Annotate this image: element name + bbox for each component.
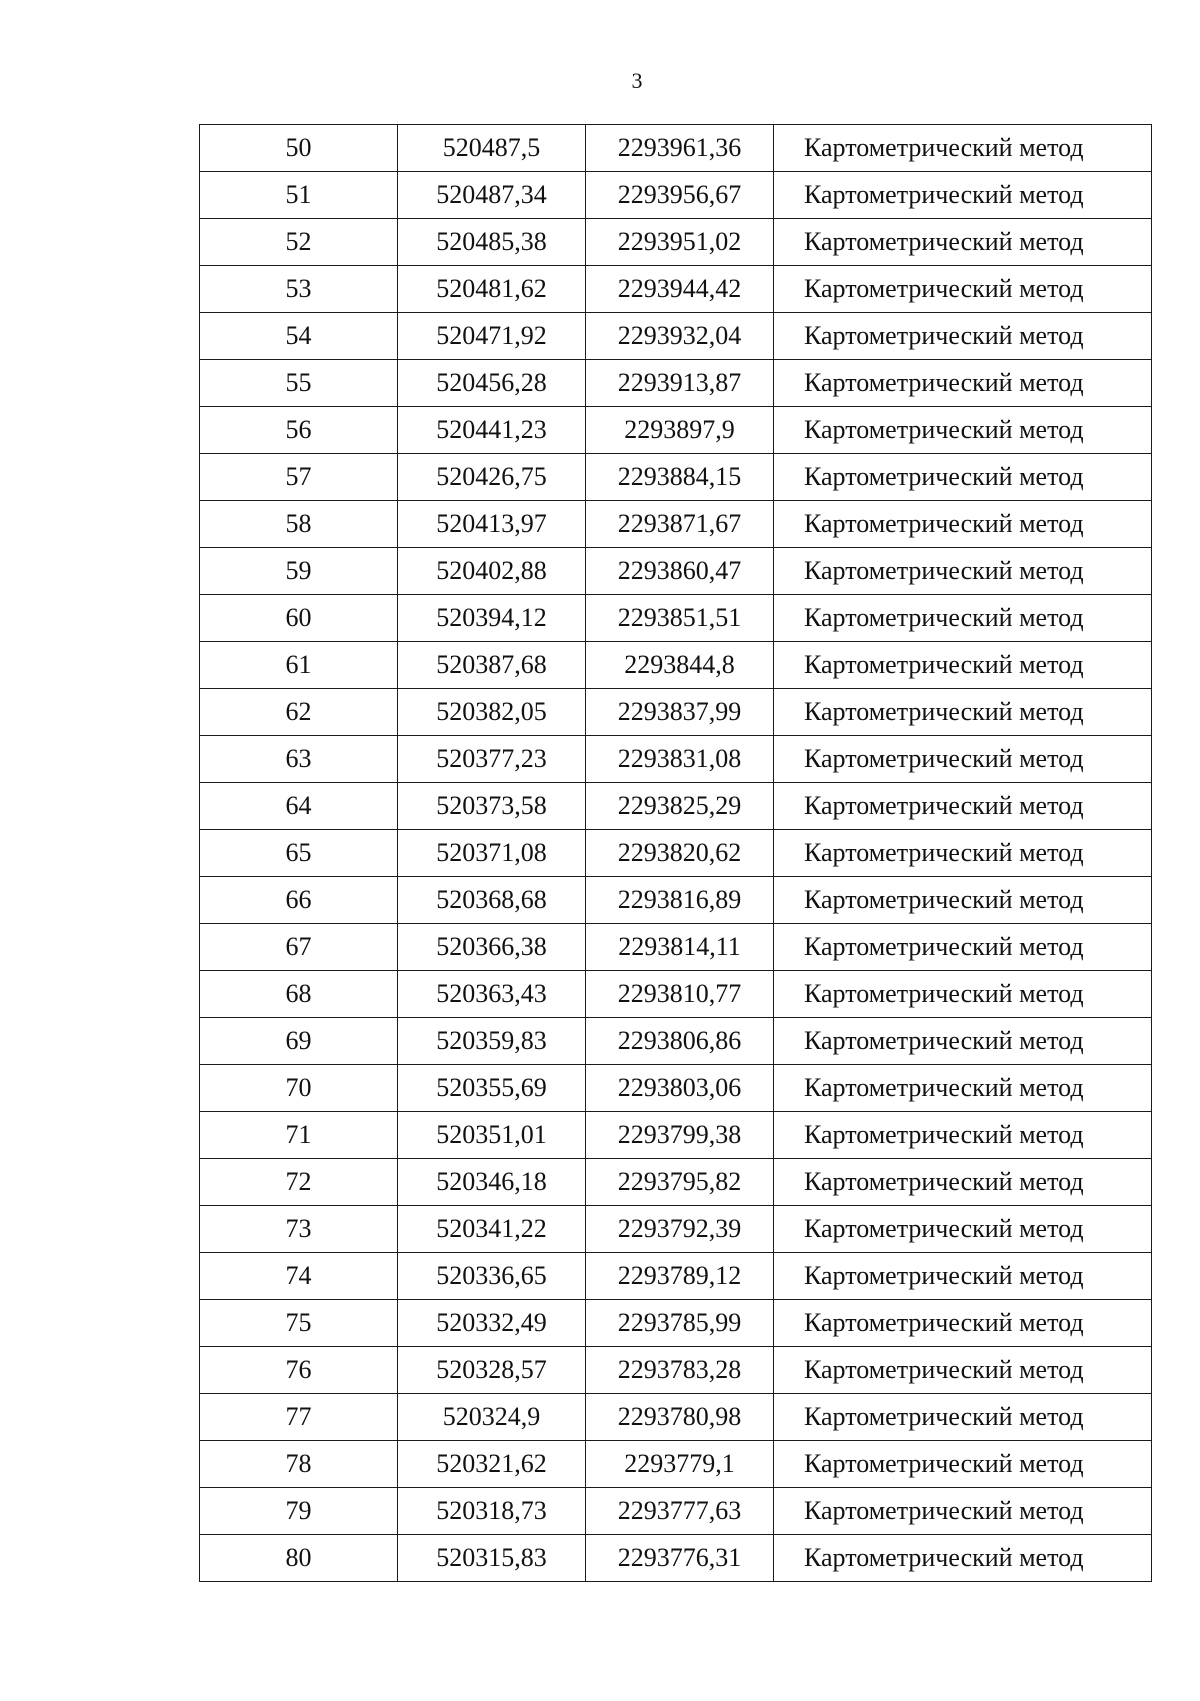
point-number-cell: 79 [200, 1488, 398, 1535]
point-number-cell: 66 [200, 877, 398, 924]
x-coordinate-cell: 520394,12 [398, 595, 586, 642]
method-cell: Картометрический метод [774, 1065, 1152, 1112]
x-coordinate-cell: 520363,43 [398, 971, 586, 1018]
table-row [200, 1535, 1152, 1582]
x-coordinate-cell: 520426,75 [398, 454, 586, 501]
x-coordinate-cell: 520318,73 [398, 1488, 586, 1535]
x-coordinate-cell: 520373,58 [398, 783, 586, 830]
y-coordinate-cell: 2293785,99 [586, 1300, 774, 1347]
point-number-cell: 64 [200, 783, 398, 830]
method-cell: Картометрический метод [774, 501, 1152, 548]
method-cell: Картометрический метод [774, 1535, 1152, 1582]
point-number-cell: 62 [200, 689, 398, 736]
method-cell: Картометрический метод [774, 595, 1152, 642]
x-coordinate-cell: 520487,34 [398, 172, 586, 219]
point-number-cell: 69 [200, 1018, 398, 1065]
y-coordinate-cell: 2293820,62 [586, 830, 774, 877]
x-coordinate-cell: 520481,62 [398, 266, 586, 313]
point-number-cell: 50 [200, 125, 398, 172]
x-coordinate-cell: 520324,9 [398, 1394, 586, 1441]
y-coordinate-cell: 2293884,15 [586, 454, 774, 501]
y-coordinate-cell: 2293783,28 [586, 1347, 774, 1394]
y-coordinate-cell: 2293803,06 [586, 1065, 774, 1112]
method-cell: Картометрический метод [774, 454, 1152, 501]
table-row [200, 595, 1152, 642]
method-cell: Картометрический метод [774, 360, 1152, 407]
method-cell: Картометрический метод [774, 736, 1152, 783]
table-row [200, 1112, 1152, 1159]
x-coordinate-cell: 520485,38 [398, 219, 586, 266]
point-number-cell: 53 [200, 266, 398, 313]
point-number-cell: 72 [200, 1159, 398, 1206]
y-coordinate-cell: 2293806,86 [586, 1018, 774, 1065]
method-cell: Картометрический метод [774, 219, 1152, 266]
point-number-cell: 77 [200, 1394, 398, 1441]
y-coordinate-cell: 2293776,31 [586, 1535, 774, 1582]
method-cell: Картометрический метод [774, 1206, 1152, 1253]
x-coordinate-cell: 520413,97 [398, 501, 586, 548]
table-row [200, 454, 1152, 501]
table-row [200, 830, 1152, 877]
table-row [200, 501, 1152, 548]
x-coordinate-cell: 520402,88 [398, 548, 586, 595]
y-coordinate-cell: 2293913,87 [586, 360, 774, 407]
table-row [200, 1394, 1152, 1441]
table-row [200, 1065, 1152, 1112]
method-cell: Картометрический метод [774, 1300, 1152, 1347]
point-number-cell: 60 [200, 595, 398, 642]
x-coordinate-cell: 520377,23 [398, 736, 586, 783]
x-coordinate-cell: 520368,68 [398, 877, 586, 924]
method-cell: Картометрический метод [774, 1347, 1152, 1394]
y-coordinate-cell: 2293951,02 [586, 219, 774, 266]
page-number: 3 [631, 68, 643, 93]
point-number-cell: 73 [200, 1206, 398, 1253]
table-row [200, 689, 1152, 736]
point-number-cell: 51 [200, 172, 398, 219]
table-row [200, 548, 1152, 595]
table-row [200, 1488, 1152, 1535]
method-cell: Картометрический метод [774, 172, 1152, 219]
y-coordinate-cell: 2293779,1 [586, 1441, 774, 1488]
table-row [200, 172, 1152, 219]
method-cell: Картометрический метод [774, 1441, 1152, 1488]
y-coordinate-cell: 2293816,89 [586, 877, 774, 924]
point-number-cell: 80 [200, 1535, 398, 1582]
y-coordinate-cell: 2293944,42 [586, 266, 774, 313]
x-coordinate-cell: 520441,23 [398, 407, 586, 454]
table-row [200, 924, 1152, 971]
y-coordinate-cell: 2293810,77 [586, 971, 774, 1018]
method-cell: Картометрический метод [774, 1018, 1152, 1065]
table-row [200, 1018, 1152, 1065]
x-coordinate-cell: 520487,5 [398, 125, 586, 172]
point-number-cell: 75 [200, 1300, 398, 1347]
table-row [200, 877, 1152, 924]
table-row [200, 1159, 1152, 1206]
table-row [200, 642, 1152, 689]
table-row [200, 971, 1152, 1018]
y-coordinate-cell: 2293799,38 [586, 1112, 774, 1159]
x-coordinate-cell: 520336,65 [398, 1253, 586, 1300]
method-cell: Картометрический метод [774, 971, 1152, 1018]
point-number-cell: 76 [200, 1347, 398, 1394]
table-row [200, 1347, 1152, 1394]
table-row [200, 1300, 1152, 1347]
y-coordinate-cell: 2293851,51 [586, 595, 774, 642]
point-number-cell: 54 [200, 313, 398, 360]
x-coordinate-cell: 520315,83 [398, 1535, 586, 1582]
table-row [200, 266, 1152, 313]
x-coordinate-cell: 520351,01 [398, 1112, 586, 1159]
table-row [200, 736, 1152, 783]
x-coordinate-cell: 520346,18 [398, 1159, 586, 1206]
x-coordinate-cell: 520332,49 [398, 1300, 586, 1347]
point-number-cell: 63 [200, 736, 398, 783]
point-number-cell: 70 [200, 1065, 398, 1112]
point-number-cell: 59 [200, 548, 398, 595]
method-cell: Картометрический метод [774, 266, 1152, 313]
y-coordinate-cell: 2293956,67 [586, 172, 774, 219]
y-coordinate-cell: 2293831,08 [586, 736, 774, 783]
point-number-cell: 55 [200, 360, 398, 407]
table-row [200, 219, 1152, 266]
x-coordinate-cell: 520328,57 [398, 1347, 586, 1394]
table-row [200, 125, 1152, 172]
table-row [200, 1441, 1152, 1488]
x-coordinate-cell: 520359,83 [398, 1018, 586, 1065]
y-coordinate-cell: 2293792,39 [586, 1206, 774, 1253]
table-row [200, 1206, 1152, 1253]
table-row [200, 407, 1152, 454]
table-row [200, 313, 1152, 360]
point-number-cell: 57 [200, 454, 398, 501]
point-number-cell: 74 [200, 1253, 398, 1300]
coordinates-table-body [200, 125, 1152, 1582]
y-coordinate-cell: 2293795,82 [586, 1159, 774, 1206]
y-coordinate-cell: 2293777,63 [586, 1488, 774, 1535]
x-coordinate-cell: 520371,08 [398, 830, 586, 877]
y-coordinate-cell: 2293961,36 [586, 125, 774, 172]
x-coordinate-cell: 520471,92 [398, 313, 586, 360]
point-number-cell: 65 [200, 830, 398, 877]
point-number-cell: 67 [200, 924, 398, 971]
method-cell: Картометрический метод [774, 1253, 1152, 1300]
point-number-cell: 58 [200, 501, 398, 548]
x-coordinate-cell: 520382,05 [398, 689, 586, 736]
x-coordinate-cell: 520366,38 [398, 924, 586, 971]
y-coordinate-cell: 2293814,11 [586, 924, 774, 971]
method-cell: Картометрический метод [774, 689, 1152, 736]
y-coordinate-cell: 2293897,9 [586, 407, 774, 454]
coordinates-table [199, 124, 1152, 1582]
x-coordinate-cell: 520456,28 [398, 360, 586, 407]
point-number-cell: 61 [200, 642, 398, 689]
y-coordinate-cell: 2293932,04 [586, 313, 774, 360]
table-row [200, 783, 1152, 830]
method-cell: Картометрический метод [774, 830, 1152, 877]
method-cell: Картометрический метод [774, 924, 1152, 971]
point-number-cell: 78 [200, 1441, 398, 1488]
x-coordinate-cell: 520321,62 [398, 1441, 586, 1488]
method-cell: Картометрический метод [774, 1488, 1152, 1535]
x-coordinate-cell: 520387,68 [398, 642, 586, 689]
y-coordinate-cell: 2293837,99 [586, 689, 774, 736]
y-coordinate-cell: 2293780,98 [586, 1394, 774, 1441]
point-number-cell: 52 [200, 219, 398, 266]
method-cell: Картометрический метод [774, 1394, 1152, 1441]
y-coordinate-cell: 2293871,67 [586, 501, 774, 548]
method-cell: Картометрический метод [774, 1112, 1152, 1159]
table-row [200, 1253, 1152, 1300]
method-cell: Картометрический метод [774, 407, 1152, 454]
method-cell: Картометрический метод [774, 313, 1152, 360]
table-row [200, 360, 1152, 407]
method-cell: Картометрический метод [774, 1159, 1152, 1206]
point-number-cell: 71 [200, 1112, 398, 1159]
y-coordinate-cell: 2293789,12 [586, 1253, 774, 1300]
method-cell: Картометрический метод [774, 548, 1152, 595]
method-cell: Картометрический метод [774, 877, 1152, 924]
x-coordinate-cell: 520355,69 [398, 1065, 586, 1112]
y-coordinate-cell: 2293844,8 [586, 642, 774, 689]
method-cell: Картометрический метод [774, 783, 1152, 830]
point-number-cell: 56 [200, 407, 398, 454]
method-cell: Картометрический метод [774, 125, 1152, 172]
method-cell: Картометрический метод [774, 642, 1152, 689]
y-coordinate-cell: 2293860,47 [586, 548, 774, 595]
x-coordinate-cell: 520341,22 [398, 1206, 586, 1253]
y-coordinate-cell: 2293825,29 [586, 783, 774, 830]
point-number-cell: 68 [200, 971, 398, 1018]
